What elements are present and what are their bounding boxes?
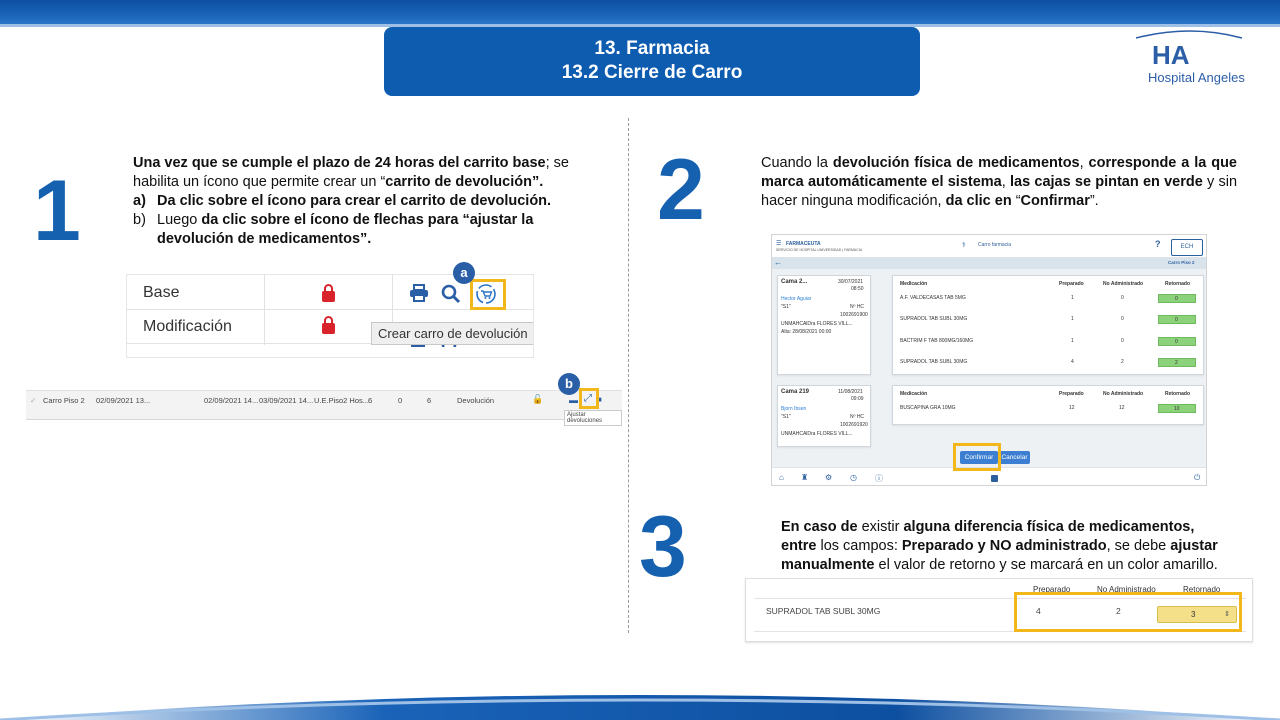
print-icon[interactable] [409,284,429,302]
table-row: Base [127,277,534,310]
title-box [384,27,920,96]
cancel-button[interactable]: Cancelar [999,451,1030,464]
confirm-button[interactable]: Confirmar [960,451,998,464]
screenshot-cart-base [126,274,534,358]
hospital-logo [1134,26,1246,88]
returned-input-adjusted[interactable]: 3 ⇕ [1157,606,1237,623]
returned-field-ok[interactable]: 2 [1158,358,1196,367]
step1-number: 1 [33,163,81,259]
adjust-tooltip: Ajustar devoluciones [564,410,622,426]
highlight-box [579,388,599,409]
returned-field-ok[interactable]: 10 [1158,404,1196,413]
screenshot-adjust-return: Preparado No Administrado Retornado SUPRADOL TAB SUBL 30MG 4 2 [745,578,1253,642]
print-icon[interactable]: ▬ [569,395,578,405]
pharmacy-icon: ⚕ [962,242,966,249]
page-subtitle: 13.2 Cierre de Carro [561,62,743,83]
app-header: ☰ FARMACEUTA SERVICIO DE HOSPITAL UNIVERSIDAD | FARMACIA ⚕ Carro farmacia ? ECH [772,235,1207,258]
patient-card[interactable]: Cama 219 11/08/2021 09:09 Bjorn Ibsen "S1" Nº HC 1002691920 UNMAHCAlDra FLORES VILL... [777,385,871,447]
step1-item-b: b) Luego da clic sobre el ícono de flechas para “ajustar la devolución de medicamentos”. [133,212,534,247]
returned-field-ok[interactable]: 0 [1158,337,1196,346]
callout-badge-b: b [558,373,580,395]
power-icon[interactable]: ⏻ [1194,473,1201,482]
svg-text:HA: HA [1152,40,1190,70]
highlight-box [1014,592,1242,632]
bottom-wave-decoration [0,660,1280,720]
step3-number: 3 [639,499,687,595]
arrows-adjust-icon[interactable]: ⤢ [584,393,592,404]
patient-card[interactable]: Cama 2... 30/07/2021 08:50 Hector Aguiar "S1" Nº HC 1002691900 UNMAHCAlDra FLORES VILL... Alta: 28/08/2021 00:00 [777,275,871,375]
callout-badge-a: a [453,262,475,284]
returned-field-ok[interactable]: 0 [1158,315,1196,324]
menu-icon[interactable]: ☰ [776,241,782,247]
lock-icon [322,323,335,334]
medication-table: Medicación Preparado No Administrado Retornado BUSCAPINA GRA 10MG 12 12 10 [892,385,1204,425]
create-return-tooltip: Crear carro de devolución [371,322,534,345]
medication-table: Medicación Preparado No Administrado Retornado A.F. VALDECASAS TAB 5MG 1 0 0 SUPRADOL TAB SUBL 30MG 1 0 0 BACTRIM F TAB 800MG/160MG 1 0 0 SUPRADOL TAB SUBL 30MG 4 2 2 [892,275,1204,375]
lock-icon [322,291,335,302]
step2-text: Cuando la devolución física de medicamentos, corresponde a la que marca automáticamente el sistema, las cajas se pintan en verde y sin hacer ninguna modificación, da clic en “Confirmar”. [761,155,1238,209]
binoculars-icon[interactable]: ♜ [801,473,809,482]
ech-badge: ECH [1171,239,1203,256]
step3-text: En caso de existir alguna diferencia física de medicamentos, entre los campos: Preparado y NO administrado, se debe ajustar manualmente el valor de retorno y se marcará en un color amarillo. [781,519,1218,573]
step2-number: 2 [657,142,705,238]
page-title: 13. Farmacia [594,38,710,59]
top-band [0,0,1280,24]
table-row: Modificación [127,311,534,344]
inbox-icon[interactable] [991,475,998,482]
logo-mark-icon [1134,26,1246,70]
highlight-box [953,443,1001,471]
step1-text [133,154,581,249]
home-icon[interactable]: ⌂ [779,473,784,482]
stepper-icon[interactable]: ⇕ [1224,611,1230,618]
lock-icon: ■ [597,395,602,404]
step1-intro: Una vez que se cumple el plazo de 24 horas del carrito base; se habilita un ícono que permite crear un “carrito de devolución”. [133,155,569,190]
column-divider [628,118,629,633]
screenshot-cart-row: ✓ Carro Piso 2 02/09/2021 13... 02/09/2021 14... 03/09/2021 14... U.E.Piso2 Hos... 6 0 6 Devolución 🔓 ▬ ⤢ ■ Ajustar devoluciones [26,390,622,420]
highlight-box [470,279,506,310]
returned-field-ok[interactable]: 0 [1158,294,1196,303]
info-icon[interactable]: ⓘ [875,474,883,483]
clock-icon[interactable]: ◷ [850,473,857,482]
gear-icon[interactable]: ⚙ [825,473,833,482]
step1-item-a: a) Da clic sobre el ícono para crear el carrito de devolución. [133,193,552,209]
search-icon[interactable] [441,284,461,304]
app-subbar: ← Carro Piso 2 [772,258,1207,269]
row-check-icon[interactable]: ✓ [30,396,37,405]
unlock-icon[interactable]: 🔓 [532,394,544,404]
logo-name: Hospital Angeles [1148,70,1245,85]
back-arrow-icon[interactable]: ← [774,258,782,267]
